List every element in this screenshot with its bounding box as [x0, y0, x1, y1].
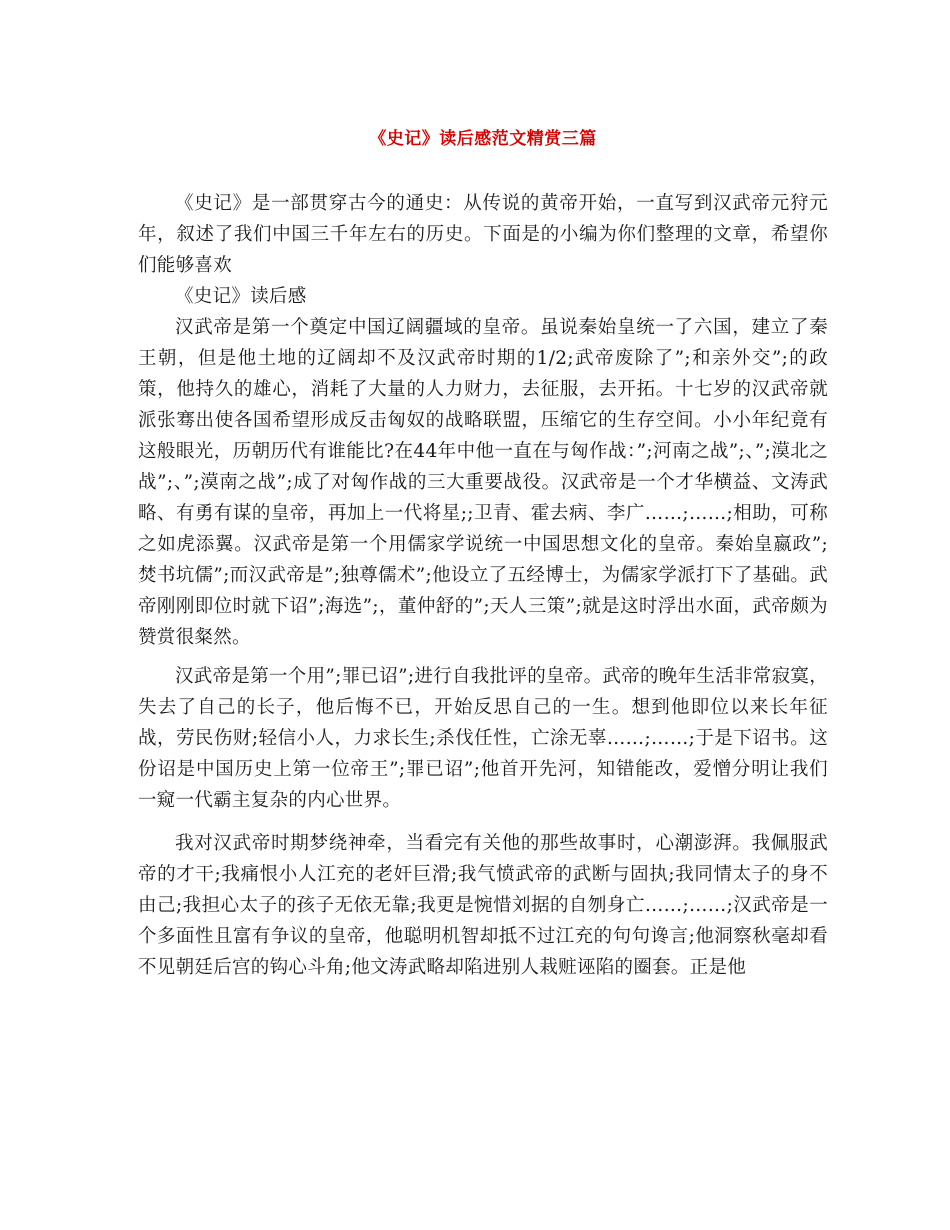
- body-paragraph: 汉武帝是第一个用”;罪已诏”;进行自我批评的皇帝。武帝的晚年生活非常寂寞，失去了自己的长子，他后悔不已，开始反思自己的一生。想到他即位以来长年征战，劳民伤财;轻信小人，力求长生;杀伐任性，亡涂无辜……;……;于是下诏书。这份诏是中国历史上第一位帝王”;罪已诏”;他首开先河，知错能改，爱憎分明让我们一窥一代霸主复杂的内心世界。: [138, 666, 828, 811]
- document-page: [138, 0, 828, 1230]
- document-title: 《史记》读后感范文精赏三篇: [369, 129, 597, 149]
- body-paragraph: 汉武帝是第一个奠定中国辽阔疆域的皇帝。虽说秦始皇统一了六国，建立了秦王朝，但是他土地的辽阔却不及汉武帝时期的1/2;武帝废除了”;和亲外交”;的政策，他持久的雄心，消耗了大量的人力财力，去征服，去开拓。十七岁的汉武帝就派张骞出使各国希望形成反击匈奴的战略联盟，压缩它的生存空间。小小年纪竟有这般眼光，历朝历代有谁能比?在44年中他一直在与匈作战：”;河南之战”;、”;漠北之战”;、”;漠南之战”;成了对匈作战的三大重要战役。汉武帝是一个才华横益、文涛武略、有勇有谋的皇帝，再加上一代将星;;卫青、霍去病、李广……;……;相助，可称之如虎添翼。汉武帝是第一个用儒家学说统一中国思想文化的皇帝。秦始皇嬴政”;焚书坑儒”;而汉武帝是”;独尊儒术”;他设立了五经博士，为儒家学派打下了基础。武帝刚刚即位时就下诏”;海选”;，董仲舒的”;天人三策”;就是这时浮出水面，武帝颇为赞赏很粲然。: [138, 317, 828, 648]
- section-heading: 《史记》读后感: [175, 286, 307, 307]
- intro-paragraph: 《史记》是一部贯穿古今的通史：从传说的黄帝开始，一直写到汉武帝元狩元年，叙述了我们中国三千年左右的历史。下面是的小编为你们整理的文章，希望你们能够喜欢: [138, 193, 828, 276]
- body-paragraph: 我对汉武帝时期梦绕神牵，当看完有关他的那些故事时，心潮澎湃。我佩服武帝的才干;我痛恨小人江充的老奸巨滑;我气愤武帝的武断与固执;我同情太子的身不由己;我担心太子的孩子无依无靠;我更是惋惜刘据的自刎身亡……;……;汉武帝是一个多面性且富有争议的皇帝，他聪明机智却抵不过江充的句句谗言;他洞察秋毫却看不见朝廷后宫的钩心斗角;他文涛武略却陷进别人栽赃诬陷的圈套。正是他: [138, 833, 828, 978]
- document-body: [138, 188, 828, 983]
